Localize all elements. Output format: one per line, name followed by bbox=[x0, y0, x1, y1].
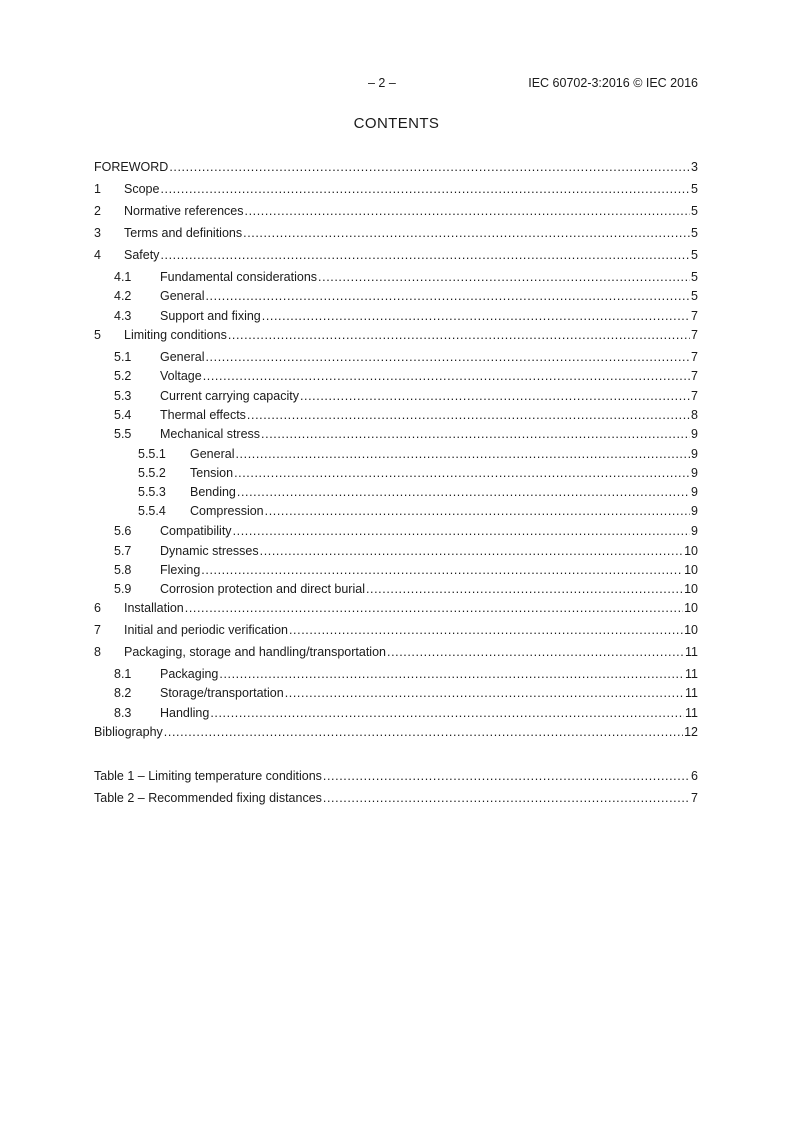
dot-leader bbox=[243, 225, 690, 241]
toc-entry-page: 3 bbox=[691, 160, 698, 174]
toc-entry[interactable] bbox=[94, 666, 698, 682]
toc-entry-label: Bibliography bbox=[94, 725, 163, 739]
toc-entry[interactable] bbox=[94, 327, 698, 343]
toc-entry-number: 8.3 bbox=[114, 706, 132, 720]
dot-leader bbox=[247, 407, 690, 423]
toc-entry-label: Bending bbox=[190, 485, 236, 499]
toc-entry-page: 9 bbox=[691, 485, 698, 499]
toc-entry-number: 5.3 bbox=[114, 389, 132, 403]
dot-leader bbox=[300, 388, 690, 404]
toc-entry-label: Initial and periodic verification bbox=[124, 623, 288, 637]
toc-entry-number: 1 bbox=[94, 182, 101, 196]
toc-entry[interactable] bbox=[94, 484, 698, 500]
toc-entry-page: 7 bbox=[691, 389, 698, 403]
dot-leader bbox=[289, 622, 683, 638]
toc-entry-number: 8.1 bbox=[114, 667, 132, 681]
toc-entry-label: Support and fixing bbox=[160, 309, 261, 323]
toc-entry-page: 10 bbox=[684, 563, 698, 577]
toc-entry[interactable] bbox=[94, 446, 698, 462]
toc-entry-label: Packaging, storage and handling/transportation bbox=[124, 645, 386, 659]
toc-entry[interactable] bbox=[94, 308, 698, 324]
toc-entry-label: Table 1 – Limiting temperature conditions bbox=[94, 769, 322, 783]
toc-entry[interactable] bbox=[94, 426, 698, 442]
toc-entry-number: 4.3 bbox=[114, 309, 132, 323]
toc-entry-page: 9 bbox=[691, 466, 698, 480]
dot-leader bbox=[323, 768, 690, 784]
toc-entry-label: General bbox=[160, 350, 205, 364]
toc-entry-label: Table 2 – Recommended fixing distances bbox=[94, 791, 322, 805]
toc-entry-number: 4.2 bbox=[114, 289, 132, 303]
dot-leader bbox=[387, 644, 684, 660]
toc-entry-page: 10 bbox=[684, 544, 698, 558]
toc-entry-number: 5.4 bbox=[114, 408, 132, 422]
dot-leader bbox=[160, 181, 690, 197]
toc-entry-label: Compatibility bbox=[160, 524, 232, 538]
dot-leader bbox=[323, 790, 690, 806]
dot-leader bbox=[261, 426, 690, 442]
toc-entry[interactable] bbox=[94, 523, 698, 539]
toc-entry-number: 2 bbox=[94, 204, 101, 218]
toc-entry-page: 10 bbox=[684, 601, 698, 615]
toc-entry-page: 9 bbox=[691, 447, 698, 461]
toc-entry-label: Tension bbox=[190, 466, 234, 480]
dot-leader bbox=[219, 666, 684, 682]
toc-entry-label: Storage/transportation bbox=[160, 686, 284, 700]
toc-entry-label: Thermal effects bbox=[160, 408, 246, 422]
toc-entry-label: Handling bbox=[160, 706, 210, 720]
dot-leader bbox=[169, 159, 690, 175]
toc-entry-label: Flexing bbox=[160, 563, 201, 577]
toc-entry-label: General bbox=[160, 289, 205, 303]
toc-entry-label: Terms and definitions bbox=[124, 226, 243, 240]
toc-entry-page: 5 bbox=[691, 270, 698, 284]
dot-leader bbox=[260, 543, 683, 559]
toc-entry-page: 7 bbox=[691, 328, 698, 342]
toc-entry-number: 5 bbox=[94, 328, 101, 342]
toc-entry[interactable] bbox=[94, 790, 698, 806]
toc-entry-label: Voltage bbox=[160, 369, 202, 383]
toc-entry[interactable] bbox=[94, 581, 698, 597]
toc-entry[interactable] bbox=[94, 543, 698, 559]
toc-entry-page: 8 bbox=[691, 408, 698, 422]
toc-entry[interactable] bbox=[94, 600, 698, 616]
dot-leader bbox=[265, 503, 690, 519]
toc-entry[interactable] bbox=[94, 503, 698, 519]
page-number: – 2 – bbox=[368, 76, 396, 90]
toc-entry-label: Limiting conditions bbox=[124, 328, 227, 342]
toc-entry[interactable] bbox=[94, 465, 698, 481]
toc-entry-page: 10 bbox=[684, 582, 698, 596]
toc-entry[interactable] bbox=[94, 181, 698, 197]
toc-entry-label: Safety bbox=[124, 248, 160, 262]
toc-entry-label: General bbox=[190, 447, 235, 461]
dot-leader bbox=[235, 446, 690, 462]
toc-entry[interactable] bbox=[94, 203, 698, 219]
toc-entry[interactable] bbox=[94, 225, 698, 241]
page-header bbox=[94, 76, 698, 92]
toc-entry[interactable] bbox=[94, 247, 698, 263]
toc-entry-number: 3 bbox=[94, 226, 101, 240]
dot-leader bbox=[164, 724, 683, 740]
toc-entry-number: 4 bbox=[94, 248, 101, 262]
toc-entry-label: Installation bbox=[124, 601, 184, 615]
toc-entry-number: 5.5.3 bbox=[138, 485, 166, 499]
toc-entry-page: 11 bbox=[685, 667, 698, 681]
toc-entry-page: 9 bbox=[691, 524, 698, 538]
toc-entry-label: Mechanical stress bbox=[160, 427, 261, 441]
toc-entry-number: 5.9 bbox=[114, 582, 132, 596]
toc-entry-page: 7 bbox=[691, 369, 698, 383]
toc-entry-page: 5 bbox=[691, 182, 698, 196]
dot-leader bbox=[285, 685, 684, 701]
toc-entry-page: 5 bbox=[691, 204, 698, 218]
toc-entry[interactable] bbox=[94, 388, 698, 404]
toc-entry-number: 7 bbox=[94, 623, 101, 637]
toc-entry-number: 5.6 bbox=[114, 524, 132, 538]
toc-entry-page: 6 bbox=[691, 769, 698, 783]
dot-leader bbox=[203, 368, 690, 384]
toc-entry-page: 7 bbox=[691, 791, 698, 805]
dot-leader bbox=[228, 327, 690, 343]
toc-entry[interactable] bbox=[94, 159, 698, 175]
dot-leader bbox=[366, 581, 683, 597]
document-reference: IEC 60702-3:2016 © IEC 2016 bbox=[528, 76, 698, 90]
toc-entry-label: Current carrying capacity bbox=[160, 389, 299, 403]
toc-entry-label: Packaging bbox=[160, 667, 219, 681]
toc-entry[interactable] bbox=[94, 407, 698, 423]
toc-entry-page: 5 bbox=[691, 248, 698, 262]
toc-entry-label: Dynamic stresses bbox=[160, 544, 259, 558]
toc-entry[interactable] bbox=[94, 288, 698, 304]
toc-entry-number: 5.2 bbox=[114, 369, 132, 383]
toc-entry-number: 5.7 bbox=[114, 544, 132, 558]
toc-entry[interactable] bbox=[94, 685, 698, 701]
toc-entry[interactable] bbox=[94, 724, 698, 740]
dot-leader bbox=[237, 484, 690, 500]
toc-entry-page: 10 bbox=[684, 623, 698, 637]
dot-leader bbox=[210, 705, 684, 721]
toc-entry-number: 5.5.1 bbox=[138, 447, 166, 461]
toc-entry-number: 5.5 bbox=[114, 427, 132, 441]
toc-entry-number: 6 bbox=[94, 601, 101, 615]
toc-entry-label: Compression bbox=[190, 504, 264, 518]
toc-entry-page: 9 bbox=[691, 427, 698, 441]
toc-entry-number: 5.5.2 bbox=[138, 466, 166, 480]
dot-leader bbox=[201, 562, 683, 578]
toc-entry[interactable] bbox=[94, 644, 698, 660]
dot-leader bbox=[233, 523, 690, 539]
toc-entry-page: 5 bbox=[691, 226, 698, 240]
toc-entry[interactable] bbox=[94, 768, 698, 784]
toc-entry-label: Normative references bbox=[124, 204, 244, 218]
toc-entry-number: 5.1 bbox=[114, 350, 132, 364]
toc-entry-page: 7 bbox=[691, 309, 698, 323]
toc-entry[interactable] bbox=[94, 562, 698, 578]
toc-entry-page: 12 bbox=[684, 725, 698, 739]
toc-entry-page: 9 bbox=[691, 504, 698, 518]
dot-leader bbox=[205, 288, 690, 304]
toc-entry-number: 8 bbox=[94, 645, 101, 659]
dot-leader bbox=[245, 203, 691, 219]
dot-leader bbox=[185, 600, 683, 616]
dot-leader bbox=[160, 247, 690, 263]
dot-leader bbox=[234, 465, 690, 481]
toc-entry-page: 5 bbox=[691, 289, 698, 303]
toc-entry-page: 11 bbox=[685, 645, 698, 659]
toc-entry-label: Corrosion protection and direct burial bbox=[160, 582, 365, 596]
dot-leader bbox=[262, 308, 690, 324]
toc-entry[interactable] bbox=[94, 622, 698, 638]
toc-entry-label: FOREWORD bbox=[94, 160, 169, 174]
toc-entry-page: 11 bbox=[685, 686, 698, 700]
toc-entry-page: 7 bbox=[691, 350, 698, 364]
contents-title: CONTENTS bbox=[353, 115, 440, 132]
toc-entry-number: 5.5.4 bbox=[138, 504, 166, 518]
toc-entry-number: 5.8 bbox=[114, 563, 132, 577]
toc-entry[interactable] bbox=[94, 705, 698, 721]
toc-entry-number: 8.2 bbox=[114, 686, 132, 700]
toc-entry-label: Fundamental considerations bbox=[160, 270, 318, 284]
dot-leader bbox=[205, 349, 690, 365]
toc-entry-number: 4.1 bbox=[114, 270, 132, 284]
toc-entry-page: 11 bbox=[685, 706, 698, 720]
toc-entry[interactable] bbox=[94, 368, 698, 384]
toc-entry-label: Scope bbox=[124, 182, 160, 196]
toc-entry[interactable] bbox=[94, 349, 698, 365]
dot-leader bbox=[318, 269, 690, 285]
toc-entry[interactable] bbox=[94, 269, 698, 285]
